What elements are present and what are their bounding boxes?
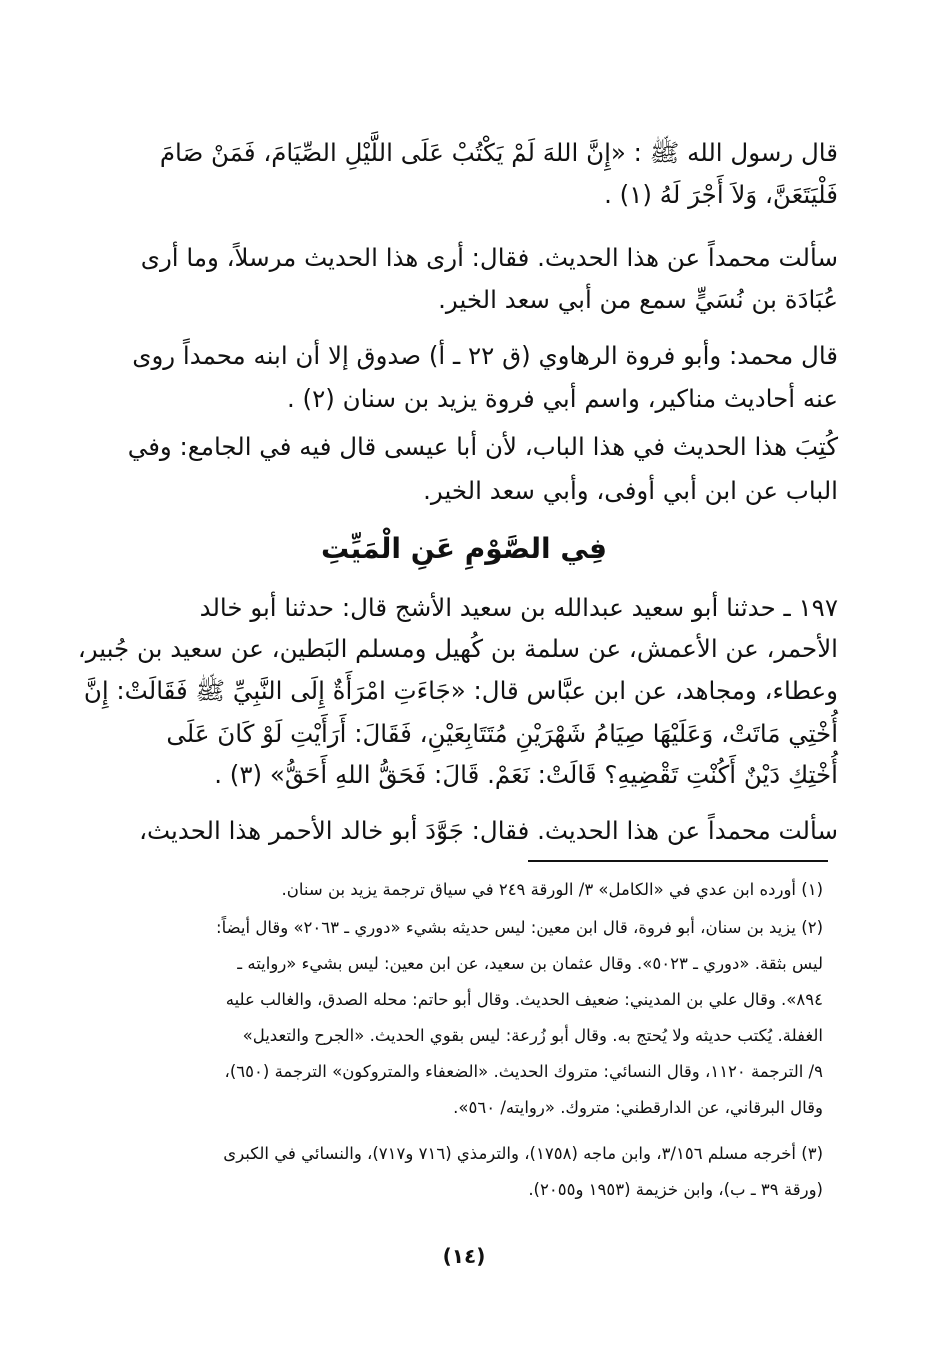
body-line-8: الباب عن ابن أبي أوفى، وأبي سعد الخير. [423, 476, 838, 505]
hadith-line-1: ١٩٧ ـ حدثنا أبو سعيد عبدالله بن سعيد الأشج قال: حدثنا أبو خالد [199, 593, 838, 622]
footnote-line-2: (٢) يزيد بن سنان، أبو فروة، قال ابن معين: ليس حديثه بشيء «دوري ـ ٢٠٦٣» وقال أيضاً: [216, 918, 823, 937]
body-line-5: قال محمد: وأبو فروة الرهاوي (ق ٢٢ ـ أ) صدوق إلا أن ابنه محمداً روى [132, 341, 838, 370]
section-heading: فِي الصَّوْمِ عَنِ الْمَيِّتِ [321, 532, 607, 565]
body-line-3: سألت محمداً عن هذا الحديث. فقال: أرى هذا الحديث مرسلاً، وما أرى [140, 243, 838, 272]
hadith-line-3: وعطاء، ومجاهد، عن ابن عبَّاس قال: «جَاءَتِ امْرَأَةٌ إِلَى النَّبِيِّ ﷺ فَقَالَتْ: إِنَّ [83, 676, 838, 705]
footnote-line-9: (ورقة ٣٩ ـ ب)، وابن خزيمة (١٩٥٣ و٢٠٥٥). [528, 1180, 823, 1199]
page-number: (١٤) [442, 1244, 486, 1268]
body-line-6: عنه أحاديث مناكير، واسم أبي فروة يزيد بن سنان (٢) . [286, 384, 838, 413]
footnote-line-4: ٨٩٤». وقال علي بن المديني: ضعيف الحديث. وقال أبو حاتم: محله الصدق، والغالب عليه [225, 990, 823, 1009]
footnote-line-8: (٣) أخرجه مسلم ٣/١٥٦، وابن ماجه (١٧٥٨)، والترمذي (٧١٦ و٧١٧)، والنسائي في الكبرى [223, 1144, 823, 1163]
hadith-line-4: أُخْتِي مَاتَتْ، وَعَلَيْهَا صِيَامُ شَهْرَيْنِ مُتَتَابِعَيْنِ، فَقَالَ: أَرَأَيْتِ لَوْ كَانَ عَلَى [166, 719, 838, 748]
footnote-separator [528, 860, 828, 862]
footnote-line-3: ليس بثقة. «دوري ـ ٥٠٢٣». وقال عثمان بن سعيد، عن ابن معين: ليس بشيء «روايته ـ [237, 954, 823, 973]
footnote-line-6: ٩/ الترجمة ١١٢٠، وقال النسائي: متروك الحديث. «الضعفاء والمتروكون» الترجمة (٦٥٠)، [224, 1062, 823, 1081]
hadith-line-6: سألت محمداً عن هذا الحديث. فقال: جَوَّدَ أبو خالد الأحمر هذا الحديث، [139, 816, 838, 845]
body-line-7: كُتِبَ هذا الحديث في هذا الباب، لأن أبا عيسى قال فيه في الجامع: وفي [127, 432, 838, 461]
hadith-line-2: الأحمر، عن الأعمش، عن سلمة بن كُهيل ومسلم البَطين، عن سعيد بن جُبير، [77, 634, 838, 663]
body-line-4: عُبَادَة بن نُسَيٍّ سمع من أبي سعد الخير. [438, 285, 838, 314]
hadith-line-5: أُخْتِكِ دَيْنٌ أَكُنْتِ تَقْضِيهِ؟ قَالَتْ: نَعَمْ. قَالَ: فَحَقُّ اللهِ أَحَقُّ» (٣) . [214, 760, 838, 789]
footnote-line-5: الغفلة. يُكتب حديثه ولا يُحتج به. وقال أبو زُرعة: ليس بقوي الحديث. «الجرح والتعديل» [242, 1026, 823, 1045]
body-line-1: قال رسول الله ﷺ : «إِنَّ اللهَ لَمْ يَكْتُبْ عَلَى اللَّيْلِ الصِّيَامَ، فَمَنْ صَامَ [159, 138, 838, 167]
body-line-2: فَلْيَتَعَنَّ، وَلاَ أَجْرَ لَهُ (١) . [604, 180, 838, 209]
footnote-line-7: وقال البرقاني، عن الدارقطني: متروك. «روايته/ ٥٦٠». [453, 1098, 823, 1117]
footnote-line-1: (١) أورده ابن عدي في «الكامل» ٣/ الورقة ٢٤٩ في سياق ترجمة يزيد بن سنان. [281, 880, 823, 899]
